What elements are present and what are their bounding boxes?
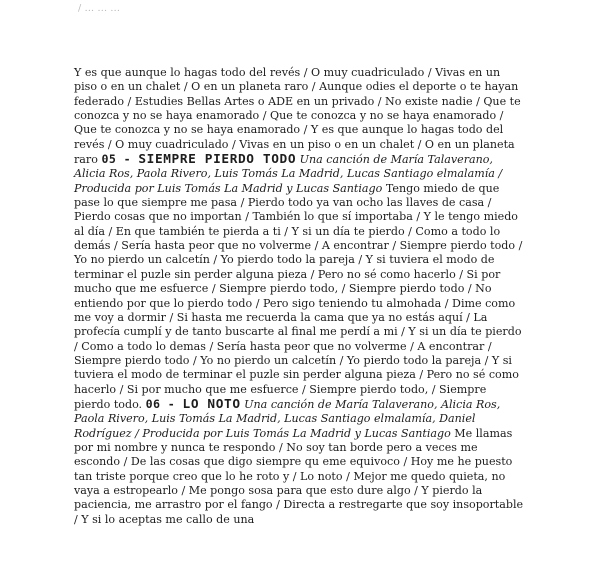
credits-05: Una canción de María Talaverano, Alicia Ros, Paola Rivero, Luis Tomás La Madrid, Lucas Santiago elmalamía / Producida por Luis Tomás La Madrid y Lucas Santiago (74, 153, 503, 195)
credits-06: Una canción de María Talaverano, Alicia Ros, Paola Rivero, Luis Tomás La Madrid, Lucas Santiago elmalamía, Daniel Rodríguez / Producida por Luis Tomás La Madrid y Lucas Santiago (74, 397, 501, 440)
lyrics-text-block (74, 66, 526, 527)
page-top-fragment: / ... ... ... (78, 3, 121, 14)
track-number-06: 06 - (145, 396, 183, 411)
lyrics-run-1: Y es que aunque lo hagas todo del revés / O muy cuadriculado / Vivas en un piso o en un chalet / O en un planeta raro / Aunque odies el deporte o te hayan federado / Estudies Bellas Artes o ADE en un privado / No existe nadie / Que te conozca y no se haya enamorado / Que te conozca y no se haya enamorado / Que te conozca y no se haya enamorado / Y es que aunque lo hagas todo del revés / O muy cuadriculado / Vivas en un piso o en un chalet / O en un planeta raro (74, 66, 521, 167)
track-title-lo-noto: LO NOTO (182, 396, 241, 412)
lyrics-run-3: Me llamas por mi nombre y nunca te respondo / No soy tan borde pero a veces me escondo / De las cosas que digo siempre qu eme equivoco / Hoy me he puesto tan triste porque creo que lo he roto y / Lo noto / Mejor me quedo quieta, no vaya a estropearlo / Me pongo sosa para que esto dure algo / Y pierdo la paciencia, me arrastro por el fango / Directa a restregarte que soy insoportable / Y si lo aceptas me callo de una (74, 426, 524, 526)
track-number-05: 05 - (101, 152, 139, 167)
track-title-siempre-pierdo-todo: SIEMPRE PIERDO TODO (138, 152, 297, 168)
lyrics-run-2: Tengo miedo de que pase lo que siempre me pasa / Pierdo todo ya van ocho las llaves de casa / Pierdo cosas que no importan / También lo que sí importaba / Y le tengo miedo al día / En que también te pierda a ti / Y si un día te pierdo / Como a todo lo demás / Sería hasta peor que no volverme / A encontrar / Siempre pierdo todo / Yo no pierdo un calcetín / Yo pierdo todo la pareja / Y si tuviera el modo de terminar el puzle sin perder alguna pieza / Pero no sé como hacerlo / Si por mucho que me esfuerce / Siempre pierdo todo, / Siempre pierdo todo / No entiendo por que lo pierdo todo / Pero sigo teniendo tu almohada / Dime como me voy a dormir / Si hasta me recuerda la cama que ya no estás aquí / La profecía cumplí y de tanto buscarte al final me perdí a mi / Y si un día te pierdo / Como a todo lo demas / Sería hasta peor que no volverme / A encontrar / Siempre pierdo todo / Yo no pierdo un calcetín / Yo pierdo todo la pareja / Y si tuviera el modo de terminar el puzle sin perder alguna pieza / Pero no sé como hacerlo / Si por mucho que me esfuerce / Siempre pierdo todo, / Siempre pierdo todo. (74, 181, 523, 411)
